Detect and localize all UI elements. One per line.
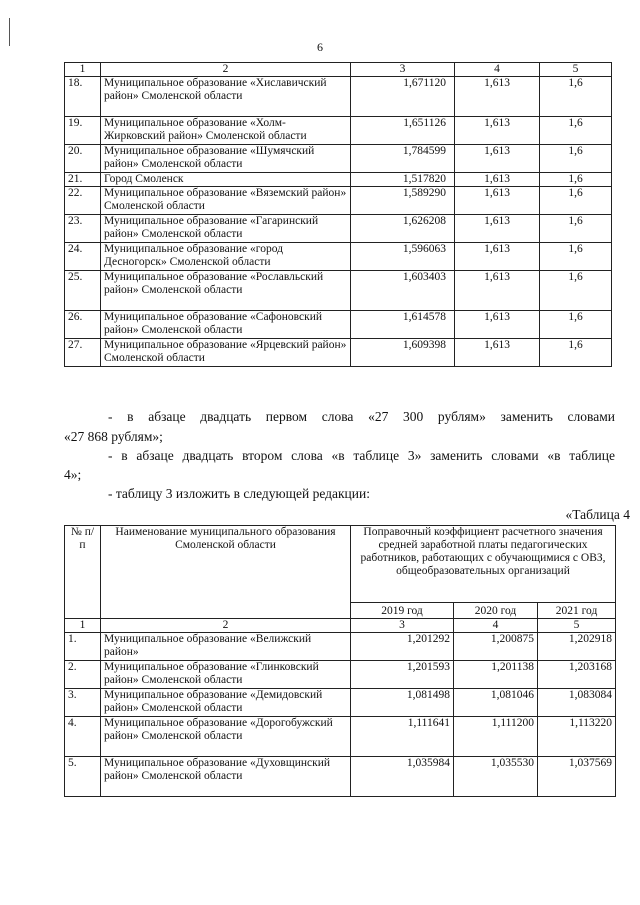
coefficient-col3: 1,671120	[351, 77, 455, 117]
coefficient-2019: 1,035984	[351, 757, 454, 797]
municipality-name: Муниципальное образование «Вяземский район» Смоленской области	[101, 187, 351, 215]
header-number: № п/п	[65, 526, 101, 619]
column-number-3: 3	[351, 63, 455, 77]
municipality-name: Муниципальное образование «Рославльский район» Смоленской области	[101, 271, 351, 311]
row-number: 27.	[65, 339, 101, 367]
table-header-row	[65, 526, 616, 603]
coefficient-col5: 1,6	[540, 243, 612, 271]
coefficient-col5: 1,6	[540, 339, 612, 367]
coefficient-col4: 1,613	[455, 173, 540, 187]
municipality-name: Муниципальное образование «город Десногорск» Смоленской области	[101, 243, 351, 271]
municipality-name: Муниципальное образование «Дорогобужский район» Смоленской области	[101, 717, 351, 757]
coefficient-col4: 1,613	[455, 243, 540, 271]
paragraph-3: - таблицу 3 изложить в следующей редакции:	[108, 486, 370, 501]
coefficient-col5: 1,6	[540, 271, 612, 311]
table-row	[65, 271, 612, 311]
municipality-name: Муниципальное образование «Шумячский район» Смоленской области	[101, 145, 351, 173]
coefficient-col4: 1,613	[455, 271, 540, 311]
coefficient-col3: 1,603403	[351, 271, 455, 311]
municipality-name: Муниципальное образование «Сафоновский район» Смоленской области	[101, 311, 351, 339]
coefficient-col4: 1,613	[455, 77, 540, 117]
municipality-name: Муниципальное образование «Духовщинский район» Смоленской области	[101, 757, 351, 797]
table-row	[65, 661, 616, 689]
coefficient-col5: 1,6	[540, 311, 612, 339]
row-number: 4.	[65, 717, 101, 757]
table-row	[65, 633, 616, 661]
coefficient-col3: 1,517820	[351, 173, 455, 187]
column-number-4: 4	[455, 63, 540, 77]
column-number-3: 3	[351, 619, 454, 633]
municipality-name: Муниципальное образование «Хиславичский район» Смоленской области	[101, 77, 351, 117]
municipality-name: Муниципальное образование «Велижский район»	[101, 633, 351, 661]
municipality-name: Муниципальное образование «Холм-Жирковский район» Смоленской области	[101, 117, 351, 145]
table-row	[65, 757, 616, 797]
coefficient-2020: 1,200875	[454, 633, 538, 661]
column-number-2: 2	[101, 619, 351, 633]
table-row	[65, 311, 612, 339]
paragraph-2-line-1: - в абзаце двадцать втором слова «в таблице 3» заменить словами «в таблице	[108, 448, 615, 463]
coefficient-table-continued	[64, 62, 612, 367]
row-number: 22.	[65, 187, 101, 215]
column-number-4: 4	[454, 619, 538, 633]
table-caption: «Таблица 4	[565, 507, 630, 522]
municipality-name: Муниципальное образование «Демидовский район» Смоленской области	[101, 689, 351, 717]
row-number: 2.	[65, 661, 101, 689]
column-number-5: 5	[538, 619, 616, 633]
row-number: 21.	[65, 173, 101, 187]
coefficient-col4: 1,613	[455, 145, 540, 173]
table-row	[65, 689, 616, 717]
row-number: 3.	[65, 689, 101, 717]
coefficient-col3: 1,589290	[351, 187, 455, 215]
paragraph-2-line-2: 4»;	[64, 467, 82, 482]
coefficient-2021: 1,113220	[538, 717, 616, 757]
column-number-1: 1	[65, 619, 101, 633]
table-row	[65, 145, 612, 173]
coefficient-col5: 1,6	[540, 77, 612, 117]
column-number-1: 1	[65, 63, 101, 77]
coefficient-col5: 1,6	[540, 173, 612, 187]
coefficient-2021: 1,203168	[538, 661, 616, 689]
coefficient-col5: 1,6	[540, 215, 612, 243]
coefficient-col3: 1,651126	[351, 117, 455, 145]
coefficient-col5: 1,6	[540, 187, 612, 215]
coefficient-2021: 1,083084	[538, 689, 616, 717]
paragraph-1-line-2: «27 868 рублям»;	[64, 429, 163, 444]
column-number-2: 2	[101, 63, 351, 77]
row-number: 5.	[65, 757, 101, 797]
municipality-name: Муниципальное образование «Ярцевский район» Смоленской области	[101, 339, 351, 367]
table-row	[65, 173, 612, 187]
header-municipality: Наименование муниципального образования Смоленской области	[101, 526, 351, 619]
coefficient-col3: 1,626208	[351, 215, 455, 243]
coefficient-col3: 1,609398	[351, 339, 455, 367]
header-year-2020: 2020 год	[454, 603, 538, 619]
row-number: 23.	[65, 215, 101, 243]
table-row	[65, 187, 612, 215]
coefficient-2021: 1,202918	[538, 633, 616, 661]
row-number: 24.	[65, 243, 101, 271]
coefficient-2019: 1,111641	[351, 717, 454, 757]
coefficient-2019: 1,201292	[351, 633, 454, 661]
header-year-2019: 2019 год	[351, 603, 454, 619]
page-number: 6	[317, 40, 323, 54]
table-row	[65, 215, 612, 243]
coefficient-2021: 1,037569	[538, 757, 616, 797]
row-number: 18.	[65, 77, 101, 117]
coefficient-col4: 1,613	[455, 215, 540, 243]
paragraph-1-line-1: - в абзаце двадцать первом слова «27 300 рублям» заменить словами	[108, 409, 615, 424]
column-number-5: 5	[540, 63, 612, 77]
municipality-name: Город Смоленск	[101, 173, 351, 187]
coefficient-col4: 1,613	[455, 339, 540, 367]
table-row	[65, 117, 612, 145]
municipality-name: Муниципальное образование «Гагаринский район» Смоленской области	[101, 215, 351, 243]
table-row	[65, 77, 612, 117]
coefficient-col3: 1,614578	[351, 311, 455, 339]
row-number: 20.	[65, 145, 101, 173]
municipality-name: Муниципальное образование «Глинковский район» Смоленской области	[101, 661, 351, 689]
coefficient-col4: 1,613	[455, 117, 540, 145]
coefficient-2019: 1,081498	[351, 689, 454, 717]
table-row	[65, 717, 616, 757]
coefficient-2020: 1,081046	[454, 689, 538, 717]
table-row	[65, 243, 612, 271]
table-header-row	[65, 63, 612, 77]
coefficient-2020: 1,035530	[454, 757, 538, 797]
coefficient-col4: 1,613	[455, 187, 540, 215]
table-4	[64, 525, 616, 797]
row-number: 19.	[65, 117, 101, 145]
table-column-numbers-row	[65, 619, 616, 633]
coefficient-col3: 1,784599	[351, 145, 455, 173]
row-number: 25.	[65, 271, 101, 311]
row-number: 1.	[65, 633, 101, 661]
header-coefficient: Поправочный коэффициент расчетного значения средней заработной платы педагогических работников, работающих с обучающимися с ОВЗ, общеобразовательных организаций	[351, 526, 616, 603]
coefficient-col5: 1,6	[540, 145, 612, 173]
coefficient-2020: 1,201138	[454, 661, 538, 689]
coefficient-col5: 1,6	[540, 117, 612, 145]
header-year-2021: 2021 год	[538, 603, 616, 619]
coefficient-col4: 1,613	[455, 311, 540, 339]
coefficient-2020: 1,111200	[454, 717, 538, 757]
table-row	[65, 339, 612, 367]
coefficient-2019: 1,201593	[351, 661, 454, 689]
coefficient-col3: 1,596063	[351, 243, 455, 271]
row-number: 26.	[65, 311, 101, 339]
